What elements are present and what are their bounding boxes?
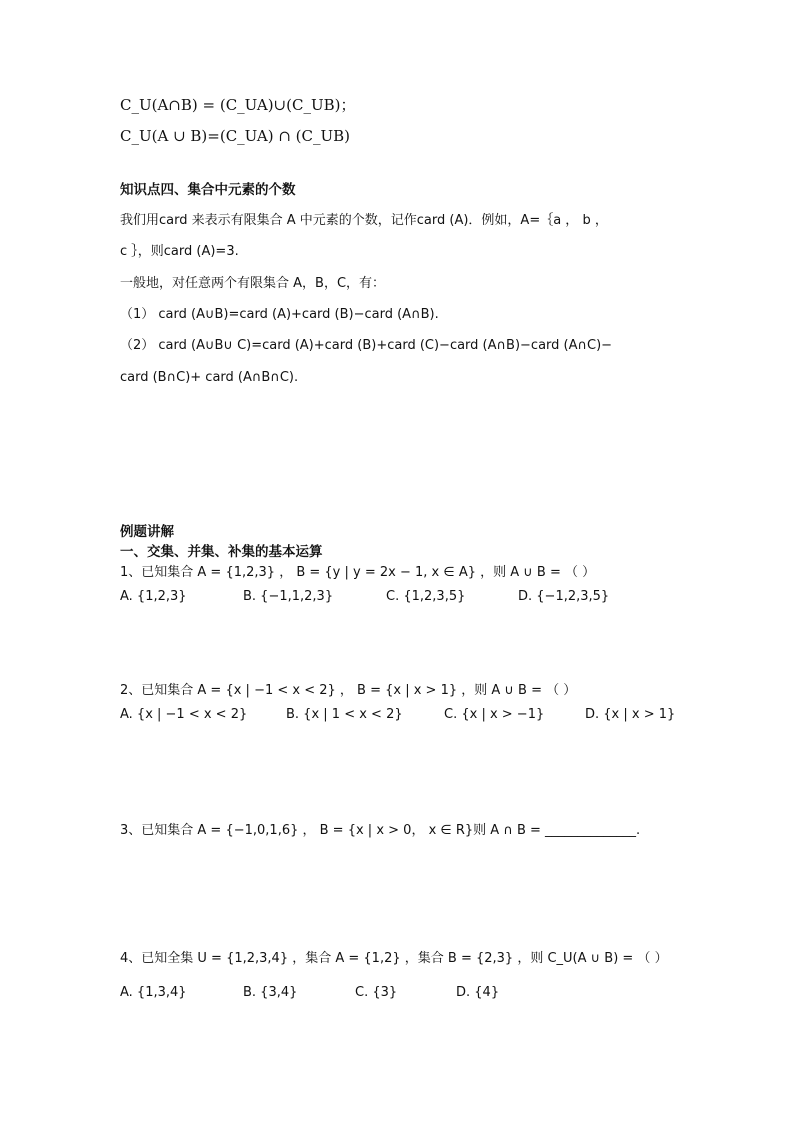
formula-complement-union: C_U(A ∪ B)=(C_UA) ∩ (C_UB) [120, 127, 350, 145]
question-4-option-a: A. {1,3,4} [120, 985, 187, 1000]
question-1-option-b: B. {−1,1,2,3} [243, 589, 334, 604]
examples-heading: 例题讲解 [120, 524, 174, 540]
section4-paragraph-2: c ｝，则card (A)=3. [120, 244, 239, 259]
section4-paragraph-1: 我们用card 来表示有限集合 A 中元素的个数，记作card (A)．例如，A=｛a ， b ， [120, 213, 608, 228]
section4-formula-1: （1） card (A∪B)=card (A)+card (B)−card (A∩B). [120, 307, 439, 322]
question-1-stem: 1、已知集合 A = {1,2,3} ， B = {y | y = 2x − 1, x ∈ A} ，则 A ∪ B = （ ） [120, 565, 596, 580]
question-4-option-b: B. {3,4} [243, 985, 298, 1000]
question-2-option-a: A. {x | −1 < x < 2} [120, 707, 248, 722]
formula-complement-intersection: C_U(A∩B) = (C_UA)∪(C_UB)； [120, 96, 356, 114]
examples-subheading: 一、交集、并集、补集的基本运算 [120, 544, 323, 560]
section4-heading: 知识点四、集合中元素的个数 [120, 182, 296, 198]
question-2-stem: 2、已知集合 A = {x | −1 < x < 2} ， B = {x | x > 1} ，则 A ∪ B = （ ） [120, 683, 577, 698]
question-4-option-d: D. {4} [456, 985, 500, 1000]
question-1-option-a: A. {1,2,3} [120, 589, 187, 604]
question-2-option-d: D. {x | x > 1} [585, 707, 676, 722]
question-4-stem: 4、已知全集 U = {1,2,3,4} ，集合 A = {1,2} ，集合 B = {2,3} ，则 C_U(A ∪ B) = （ ） [120, 951, 668, 966]
question-4-option-c: C. {3} [355, 985, 398, 1000]
question-1-option-c: C. {1,2,3,5} [386, 589, 466, 604]
section4-formula-2: （2） card (A∪B∪ C)=card (A)+card (B)+card (C)−card (A∩B)−card (A∩C)− [120, 338, 613, 353]
section4-paragraph-3: 一般地，对任意两个有限集合 A，B，C，有： [120, 276, 386, 291]
question-2-option-c: C. {x | x > −1} [444, 707, 545, 722]
question-1-option-d: D. {−1,2,3,5} [518, 589, 610, 604]
section4-formula-2-cont: card (B∩C)+ card (A∩B∩C). [120, 370, 299, 385]
question-2-option-b: B. {x | 1 < x < 2} [286, 707, 403, 722]
question-3-stem: 3、已知集合 A = {−1,0,1,6} ， B = {x | x > 0， x ∈ R}则 A ∩ B = ______________. [120, 823, 641, 838]
